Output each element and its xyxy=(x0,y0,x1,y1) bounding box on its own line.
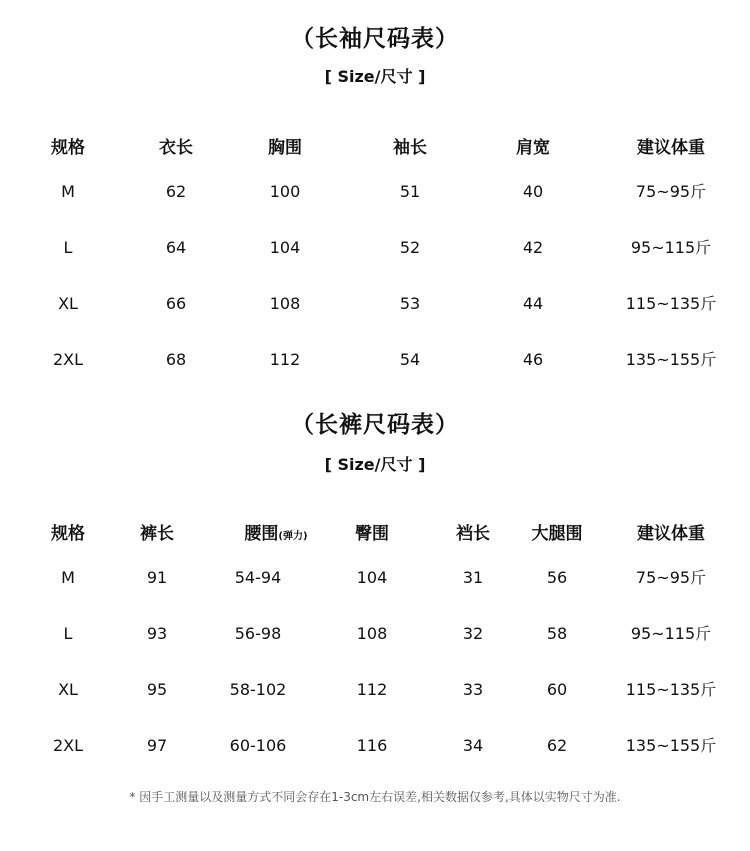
table-cell: 56 xyxy=(546,568,568,587)
header-cell: 袖长 xyxy=(393,138,427,158)
table-cell: 104 xyxy=(269,238,301,257)
table-cell: 75~95斤 xyxy=(635,182,707,201)
table-cell: 112 xyxy=(269,350,301,369)
measurement-footnote: * 因手工测量以及测量方式不同会存在1-3cm左右误差,相关数据仅参考,具体以实物尺寸为准. xyxy=(129,790,621,804)
table-cell: L xyxy=(63,624,73,643)
top-table-subtitle: [ Size/尺寸 ] xyxy=(324,67,426,86)
table-cell: 42 xyxy=(522,238,544,257)
table-row xyxy=(0,348,750,372)
table-cell: 60 xyxy=(546,680,568,699)
table-cell: XL xyxy=(58,294,78,313)
waist-elastic-note: (弹力) xyxy=(278,531,308,542)
table-cell: 93 xyxy=(146,624,168,643)
table-cell: 135~155斤 xyxy=(625,350,717,369)
table-row xyxy=(0,292,750,316)
top-table-title: （长袖尺码表） xyxy=(291,26,459,52)
table-cell: 116 xyxy=(356,736,388,755)
header-cell: 裆长 xyxy=(456,524,490,544)
header-cell: 裤长 xyxy=(140,524,174,544)
header-cell: 规格 xyxy=(51,138,85,158)
table-cell: 68 xyxy=(165,350,187,369)
table-cell: 115~135斤 xyxy=(625,680,717,699)
table-row xyxy=(0,566,750,590)
table-cell: 53 xyxy=(399,294,421,313)
table-cell: 2XL xyxy=(52,350,84,369)
table-row xyxy=(0,180,750,204)
table-cell: 31 xyxy=(462,568,484,587)
table-row xyxy=(0,678,750,702)
header-cell: 臀围 xyxy=(355,524,389,544)
table-cell: 60-106 xyxy=(229,736,287,755)
table-cell: 34 xyxy=(462,736,484,755)
bottom-table-title: （长裤尺码表） xyxy=(291,412,459,438)
table-cell: 44 xyxy=(522,294,544,313)
table-cell: XL xyxy=(58,680,78,699)
table-cell: 115~135斤 xyxy=(625,294,717,313)
table-cell: 100 xyxy=(269,182,301,201)
table-cell: 54 xyxy=(399,350,421,369)
table-cell: L xyxy=(63,238,73,257)
table-cell: 66 xyxy=(165,294,187,313)
bottom-table-subtitle: [ Size/尺寸 ] xyxy=(324,455,426,474)
top-table-header-row xyxy=(0,136,750,160)
table-cell: 62 xyxy=(165,182,187,201)
table-row xyxy=(0,734,750,758)
table-cell: 32 xyxy=(462,624,484,643)
table-cell: 108 xyxy=(356,624,388,643)
header-cell: 建议体重 xyxy=(637,524,705,544)
table-cell: 97 xyxy=(146,736,168,755)
table-cell: 2XL xyxy=(52,736,84,755)
table-cell: 95~115斤 xyxy=(630,624,712,643)
header-cell: 规格 xyxy=(51,524,85,544)
header-cell: 胸围 xyxy=(268,138,302,158)
table-cell: 104 xyxy=(356,568,388,587)
table-cell: 58-102 xyxy=(229,680,287,699)
table-row xyxy=(0,236,750,260)
header-cell-waist xyxy=(244,522,307,549)
table-cell: 112 xyxy=(356,680,388,699)
table-cell: 33 xyxy=(462,680,484,699)
header-cell: 大腿围 xyxy=(531,524,583,544)
table-cell: 95 xyxy=(146,680,168,699)
table-cell: 40 xyxy=(522,182,544,201)
table-cell: M xyxy=(61,568,75,587)
table-cell: 54-94 xyxy=(234,568,282,587)
table-cell: 135~155斤 xyxy=(625,736,717,755)
table-cell: 46 xyxy=(522,350,544,369)
table-row xyxy=(0,622,750,646)
table-cell: 56-98 xyxy=(234,624,282,643)
table-cell: 51 xyxy=(399,182,421,201)
table-cell: 75~95斤 xyxy=(635,568,707,587)
table-cell: M xyxy=(61,182,75,201)
header-cell: 建议体重 xyxy=(637,138,705,158)
table-cell: 95~115斤 xyxy=(630,238,712,257)
table-cell: 64 xyxy=(165,238,187,257)
table-cell: 91 xyxy=(146,568,168,587)
header-cell: 肩宽 xyxy=(516,138,550,158)
bottom-table-header-row xyxy=(0,522,750,546)
header-cell: 衣长 xyxy=(159,138,193,158)
table-cell: 108 xyxy=(269,294,301,313)
table-cell: 62 xyxy=(546,736,568,755)
table-cell: 58 xyxy=(546,624,568,643)
table-cell: 52 xyxy=(399,238,421,257)
waist-label: 腰围 xyxy=(244,524,279,544)
